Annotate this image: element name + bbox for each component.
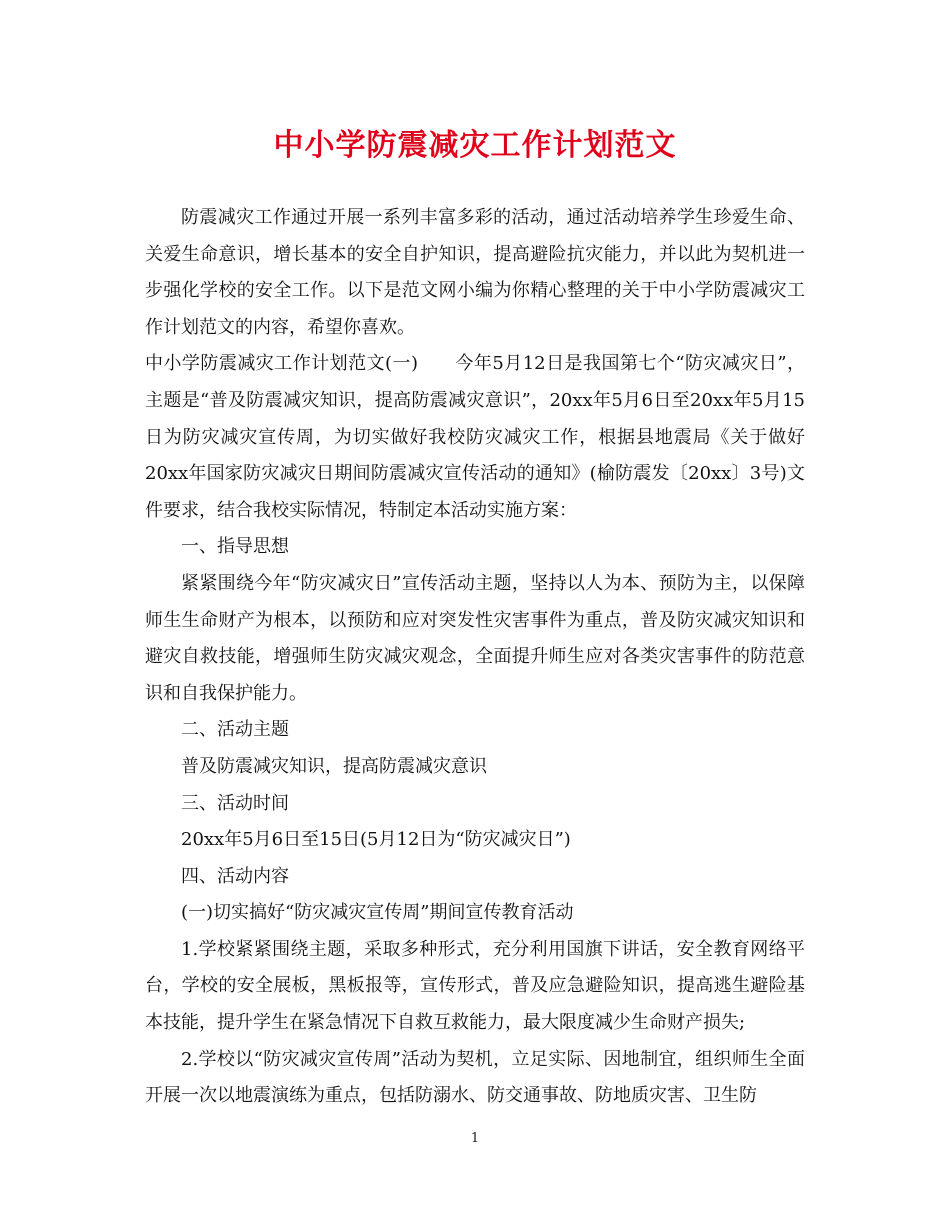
plan-intro-paragraph: 中小学防震减灾工作计划范文(一) 今年5月12日是我国第七个“防灾减灾日”，主题是“普及防震减灾知识，提高防震减灾意识”，20xx年5月6日至20xx年5月15日为防灾减灾宣传周，为切实做好我校防灾减灾工作，根据县地震局《关于做好20xx年国家防灾减灾日期间防震减灾宣传活动的通知》(榆防震发〔20xx〕3号)文件要求，结合我校实际情况，特制定本活动实施方案： bbox=[145, 353, 805, 521]
content-item-1: 1.学校紧紧围绕主题，采取多种形式，充分利用国旗下讲话，安全教育网络平台，学校的安全展板，黑板报等，宣传形式，普及应急避险知识，提高逃生避险基本技能，提升学生在紧急情况下自救互救能力，最大限度减少生命财产损失; bbox=[145, 938, 805, 1034]
section-heading-guiding-thought: 一、指导思想 bbox=[181, 536, 289, 558]
section-heading-activity-time: 三、活动时间 bbox=[181, 792, 289, 814]
page-number: 1 bbox=[470, 1131, 480, 1146]
document-body bbox=[145, 200, 805, 1115]
document-title: 中小学防震减灾工作计划范文 bbox=[273, 128, 677, 163]
subsection-heading-publicity-week: (一)切实搞好“防灾减灾宣传周”期间宣传教育活动 bbox=[181, 902, 574, 924]
content-item-2: 2.学校以“防灾减灾宣传周”活动为契机，立足实际、因地制宜，组织师生全面开展一次以地震演练为重点，包括防溺水、防交通事故、防地质灾害、卫生防 bbox=[145, 1048, 805, 1107]
guiding-thought-paragraph: 紧紧围绕今年“防灾减灾日”宣传活动主题，坚持以人为本、预防为主，以保障师生生命财产为根本，以预防和应对突发性灾害事件为重点，普及防灾减灾知识和避灾自救技能，增强师生防灾减灾观念，全面提升师生应对各类灾害事件的防范意识和自我保护能力。 bbox=[145, 572, 805, 704]
section-heading-activity-content: 四、活动内容 bbox=[181, 865, 289, 887]
activity-time-text: 20xx年5月6日至15日(5月12日为“防灾减灾日”) bbox=[181, 829, 571, 851]
intro-paragraph: 防震减灾工作通过开展一系列丰富多彩的活动，通过活动培养学生珍爱生命、关爱生命意识，增长基本的安全自护知识，提高避险抗灾能力，并以此为契机进一步强化学校的安全工作。以下是范文网小编为你精心整理的关于中小学防震减灾工作计划范文的内容，希望你喜欢。 bbox=[145, 207, 805, 338]
activity-theme-text: 普及防震减灾知识，提高防震减灾意识 bbox=[181, 755, 487, 777]
section-heading-activity-theme: 二、活动主题 bbox=[181, 719, 289, 741]
